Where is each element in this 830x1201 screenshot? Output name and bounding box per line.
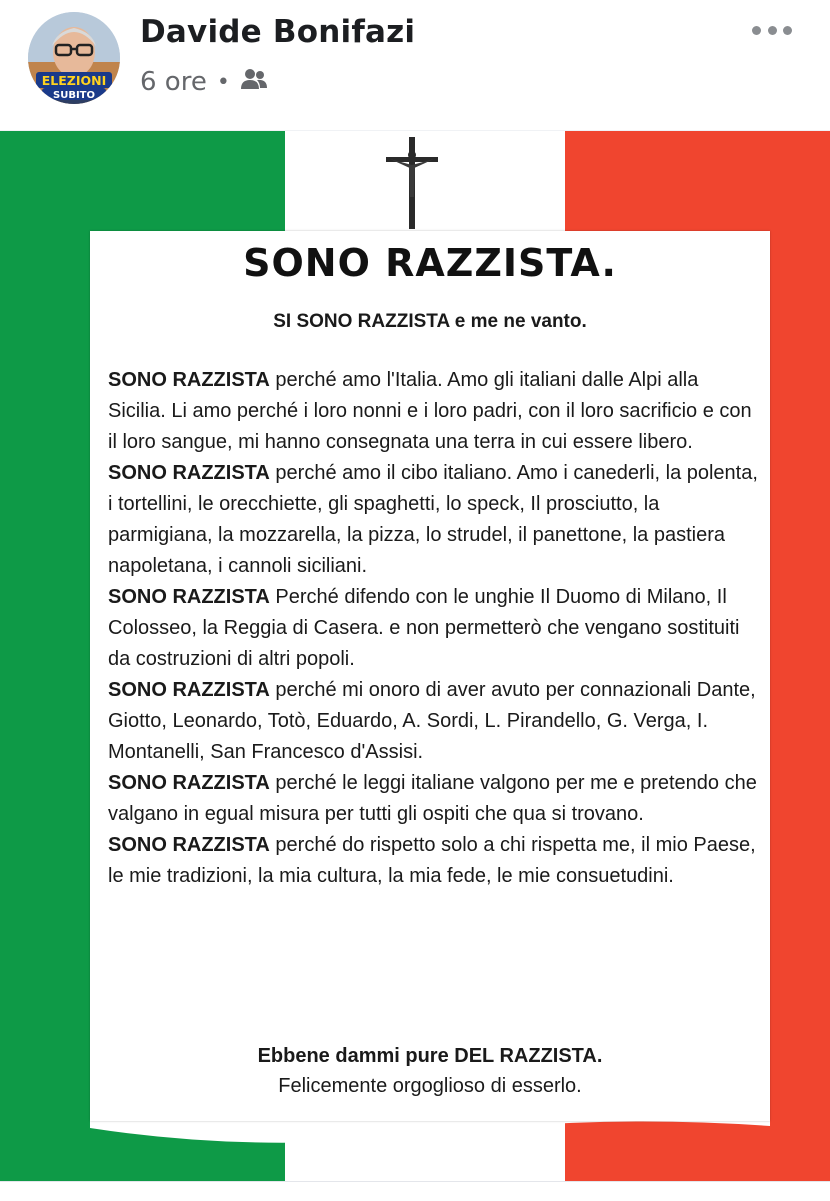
doc-closing — [90, 1041, 770, 1101]
crucifix-icon — [384, 137, 440, 229]
more-horizontal-icon[interactable] — [752, 22, 792, 38]
avatar-badge-line2: SUBITO — [53, 90, 95, 101]
closing-line-1: Ebbene dammi pure DEL RAZZISTA. — [257, 1045, 603, 1067]
post-image[interactable] — [0, 131, 830, 1181]
post-meta — [140, 64, 268, 100]
post-footer — [0, 1181, 830, 1201]
doc-body — [108, 365, 758, 892]
paragraph: SONO RAZZISTA perché le leggi italiane valgono per me e pretendo che valgano in egual misura per tutti gli ospiti che qua si trovano. — [108, 772, 757, 825]
avatar-badge-line1: ELEZIONI — [41, 73, 107, 88]
avatar-image — [28, 12, 120, 104]
closing-line-2: Felicemente orgoglioso di esserlo. — [278, 1075, 582, 1097]
paragraph: SONO RAZZISTA perché amo l'Italia. Amo gli italiani dalle Alpi alla Sicilia. Li amo perché i loro nonni e i loro padri, con il loro sacrificio e con il loro sangue, mi hanno consegnata una terra in cui essere libero. — [108, 369, 752, 453]
author-name[interactable]: Davide Bonifazi — [140, 14, 416, 50]
meta-separator: • — [216, 69, 230, 95]
avatar[interactable] — [28, 12, 120, 104]
post-header — [0, 0, 830, 130]
paragraph: SONO RAZZISTA perché do rispetto solo a chi rispetta me, il mio Paese, le mie tradizioni, la mia cultura, la mia fede, le mie consuetudini. — [108, 834, 756, 887]
text-panel — [90, 231, 770, 1121]
paragraph: SONO RAZZISTA perché amo il cibo italiano. Amo i canederli, la polenta, i tortellini, le orecchiette, gli spaghetti, lo speck, Il prosciutto, la parmigiana, la mozzarella, la pizza, lo strudel, il panettone, la pastiera napoletana, i cannoli siciliani. — [108, 462, 758, 577]
paragraph: SONO RAZZISTA perché mi onoro di aver avuto per connazionali Dante, Giotto, Leonardo, Totò, Eduardo, A. Sordi, L. Pirandello, G. Verga, I. Montanelli, San Francesco d'Assisi. — [108, 679, 756, 763]
doc-subtitle: SI SONO RAZZISTA e me ne vanto. — [273, 311, 587, 332]
doc-title: SONO RAZZISTA. — [243, 241, 617, 285]
friends-icon[interactable] — [240, 67, 268, 97]
banner-fold — [0, 1116, 830, 1176]
paragraph: SONO RAZZISTA Perché difendo con le unghie Il Duomo di Milano, Il Colosseo, la Reggia di Casera. e non permetterò che vengano sostituiti da costruzioni di altri popoli. — [108, 586, 740, 670]
post-time[interactable]: 6 ore — [140, 67, 207, 97]
